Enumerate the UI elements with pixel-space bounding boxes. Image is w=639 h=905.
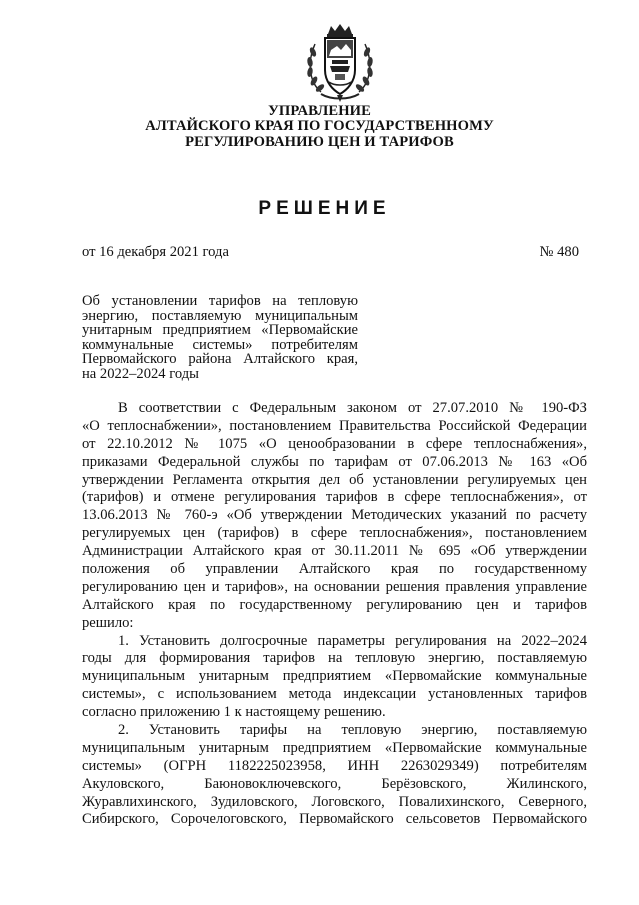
subject-line: Об установлении тарифов на тепловую — [82, 293, 358, 309]
body-line: «О теплоснабжении», постановлением Правительства Российской Федерации — [82, 417, 587, 434]
document-number: № 480 — [539, 244, 579, 260]
body-line: Журавлихинского, Зудиловского, Логовского, Повалихинского, Северного, — [82, 793, 587, 810]
body-line: согласно приложению 1 к настоящему решению. — [82, 704, 386, 721]
document-date: от 16 декабря 2021 года — [82, 244, 229, 260]
subject-line: энергию, поставляемую муниципальным — [82, 307, 358, 324]
document-title: РЕШЕНИЕ — [258, 198, 391, 219]
body-line: муниципальным унитарным предприятием «Первомайские коммунальные — [82, 668, 587, 685]
subject-line: Первомайского района Алтайского края, — [82, 351, 358, 368]
body-line: Акуловского, Баюновоключевского, Берёзовского, Жилинского, — [82, 775, 587, 792]
body-line: годы для формирования тарифов на тепловую энергию, поставляемую — [82, 650, 587, 667]
subject-line: на 2022–2024 годы — [82, 365, 199, 382]
document-body — [82, 400, 587, 829]
body-line: приказами Федеральной службы по тарифам от 07.06.2013 № 163 «Об — [82, 453, 587, 470]
body-line: В соответствии с Федеральным законом от 27.07.2010 № 190-ФЗ — [118, 400, 587, 416]
altai-krai-coat-of-arms-icon — [299, 20, 381, 104]
body-line: регулированию цен и тарифов», на основании решения правления управление — [82, 578, 587, 595]
body-line: 1. Установить долгосрочные параметры регулирования на 2022–2024 — [118, 632, 587, 649]
body-line: положения об управлении Алтайского края по государственному — [82, 561, 587, 578]
body-line: от 22.10.2012 № 1075 «О ценообразовании в сфере теплоснабжения», — [82, 435, 587, 452]
subject-line: унитарным предприятием «Первомайские — [82, 322, 358, 339]
authority-line: АЛТАЙСКОГО КРАЯ ПО ГОСУДАРСТВЕННОМУ — [145, 118, 494, 135]
body-line: утверждении Регламента открытия дел об установлении регулируемых цен — [82, 471, 587, 488]
body-line: 13.06.2013 № 760-э «Об утверждении Методических указаний по расчету — [82, 507, 587, 524]
body-line: системы», с использованием метода индексации установленных тарифов — [82, 686, 587, 703]
body-line: Алтайского края по государственному регулированию цен и тарифов — [82, 596, 587, 613]
body-line: решило: — [82, 614, 134, 631]
body-line: 2. Установить тарифы на тепловую энергию, поставляемую — [118, 722, 587, 739]
subject-line: коммунальные системы» потребителям — [82, 336, 358, 353]
authority-line: РЕГУЛИРОВАНИЮ ЦЕН И ТАРИФОВ — [185, 133, 454, 150]
authority-line: УПРАВЛЕНИЕ — [268, 103, 371, 119]
body-line: муниципальным унитарным предприятием «Первомайские коммунальные — [82, 739, 587, 756]
body-line: Сибирского, Сорочелоговского, Первомайского сельсоветов Первомайского — [82, 811, 587, 828]
body-line: Администрации Алтайского края от 30.11.2011 № 695 «Об утверждении — [82, 543, 587, 560]
body-line: системы» (ОГРН 1182225023958, ИНН 2263029349) потребителям — [82, 757, 587, 774]
issuing-authority — [0, 104, 639, 150]
document-subject — [82, 294, 358, 382]
body-line: регулируемых цен (тарифов) в сфере теплоснабжения», постановлением — [82, 525, 587, 542]
body-line: (тарифов) и отмене регулирования тарифов в сфере теплоснабжения», от — [82, 489, 587, 506]
